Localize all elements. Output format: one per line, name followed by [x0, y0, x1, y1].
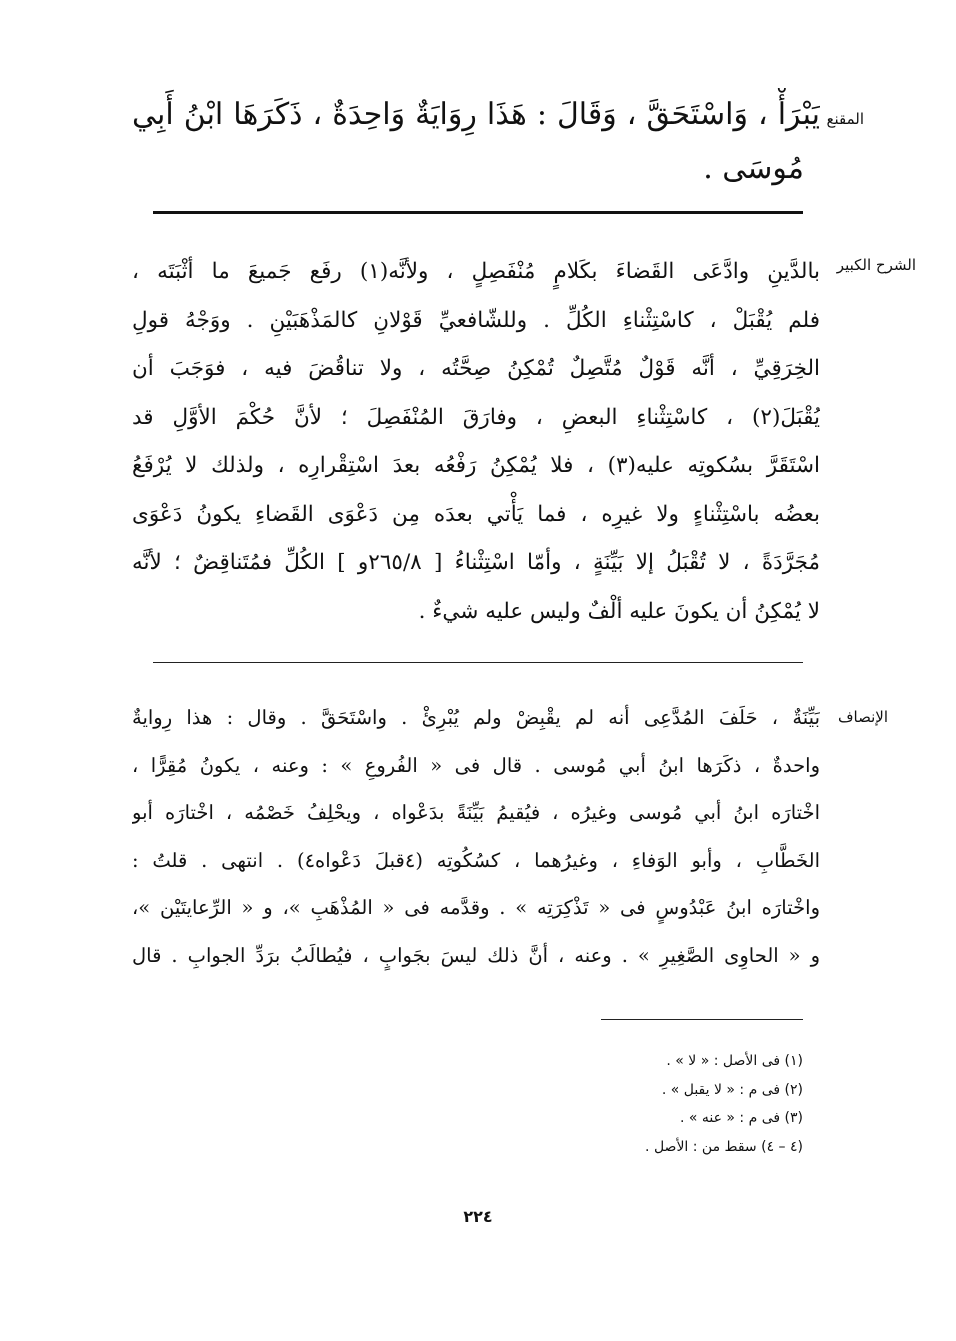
footnote-3: (٣) فى م : « عنه » .: [679, 1110, 803, 1126]
footnote-2: (٢) فى م : « لا يقبل » .: [661, 1081, 803, 1098]
footnotes: [645, 1047, 803, 1161]
insaf-line-2: واحدةٌ ، ذكَرَها ابنُ أبي مُوسى . قال فى « الفُروعِ » : وعنه ، يكونُ مُقِرًّا ،: [132, 753, 820, 777]
muqni-line-1: يَبْرَأْ ، وَاسْتَحَقَّ ، وَقَالَ : هَذَا رِوَايَةٌ وَاحِدَةٌ ، ذَكَرَهَا ابْنُ أَبِي: [132, 97, 820, 132]
sharh-line-5: اسْتَقَرَّ بسُكوتِه عليه(٣) ، فلا يُمْكِنُ رَفْعُه بعدَ اسْتِقْرارِه ، ولذلك لا يُرْفَعُ: [132, 453, 820, 478]
muqni-text: [132, 88, 820, 196]
sharh-line-8: لا يُمْكِنُ أن يكونَ عليه ألْفٌ وليس عليه شيءٌ .: [418, 598, 820, 624]
insaf-line-5: واخْتارَه ابنُ عَبْدُوسٍ فى « تَذْكِرَتِه » . وقدَّمه فى « المُذْهَبِ »، و « الرِّعايتَيْن »،: [132, 896, 820, 919]
insaf-line-6: و « الحاوِى الصَّغِيرِ » . وعنه ، أنَّ ذلك ليسَ بجَوابٍ ، فيُطالَبُ برَدِّ الجوابِ . قال: [132, 943, 820, 967]
muqni-divider: [153, 211, 803, 214]
sharh-line-7: مُجَرَّدَةً ، لا تُقْبَلُ إلا بَيِّنَةٍ ، وأمّا اسْتِثْناءُ [ ٢٦٥/٨و ] الكُلِّ فمُتَناقِضٌ ؛ لأنَّه: [132, 550, 820, 575]
sharh-line-2: فلم يُقْبَلْ ، كاسْتِثْناءِ الكُلِّ . وللشّافعيِّ قَوْلانِ كالمَذْهَبَيْنِ . ووَجْهُ قولِ: [132, 307, 820, 333]
sharh-text: [132, 248, 820, 636]
insaf-text: [132, 694, 820, 979]
muqni-section-label: المقنع: [826, 110, 864, 128]
footnote-4: (٤ – ٤) سقط من : الأصل .: [645, 1138, 803, 1155]
sharh-line-3: الخِرَقِيِّ ، أنَّه قَوْلٌ مُتَّصِلٌ تُمْكِنُ صِحَّتُه ، ولا تناقُضَ فيه ، فوَجَبَ أن: [132, 356, 820, 381]
sharh-line-6: بعضُه باسْتِثْناءٍ ولا غيرِه ، فما يَأْتي بعدَه مِن دَعْوَى القَضاءِ يكونُ دَعْوَى: [132, 501, 820, 527]
sharh-line-1: بالدَّينِ وادَّعَى القَضاءَ بكَلامٍ مُنْفَصِلٍ ، ولأنَّه(١) رفَع جَميعَ ما أثْبَتَه ،: [132, 259, 820, 284]
insaf-line-4: الخَطَّابِ ، وأبو الوَفاءِ ، وغيرُهما ، كسُكُوتِه (٤قبلَ دَعْواه٤) . انتهى . قلتُ :: [132, 848, 820, 872]
footnote-divider: [601, 1019, 803, 1020]
sharh-section-label: الشرح الكبير: [836, 256, 916, 274]
muqni-line-2: مُوسَى .: [703, 151, 804, 186]
insaf-section-label: الإنصاف: [837, 708, 888, 726]
insaf-line-3: اخْتارَه ابنُ أبي مُوسى وغيرُه ، فيُقيمُ بَيِّنَةً بدَعْواه ، ويحْلِفُ خَصْمُه ، اخْتارَه أبو: [132, 801, 820, 824]
footnote-1: (١) فى الأصل : « لا » .: [666, 1053, 803, 1069]
insaf-line-1: بَيِّنَةٌ ، حَلَفَ المُدَّعِى أنه لم يقْبِضْ ولم يُبْرِئْ . واسْتَحَقَّ . وقال : هذا رِوايةٌ: [132, 706, 820, 729]
page-number: ٢٢٤: [463, 1207, 493, 1226]
sharh-line-4: يُقْبَلَ(٢) ، كاسْتِثْناءِ البعضِ ، وفارَقَ المُنْفَصِلَ ؛ لأنَّ حُكْمَ الأوَّلِ قد: [132, 404, 820, 430]
sharh-divider: [153, 662, 803, 663]
